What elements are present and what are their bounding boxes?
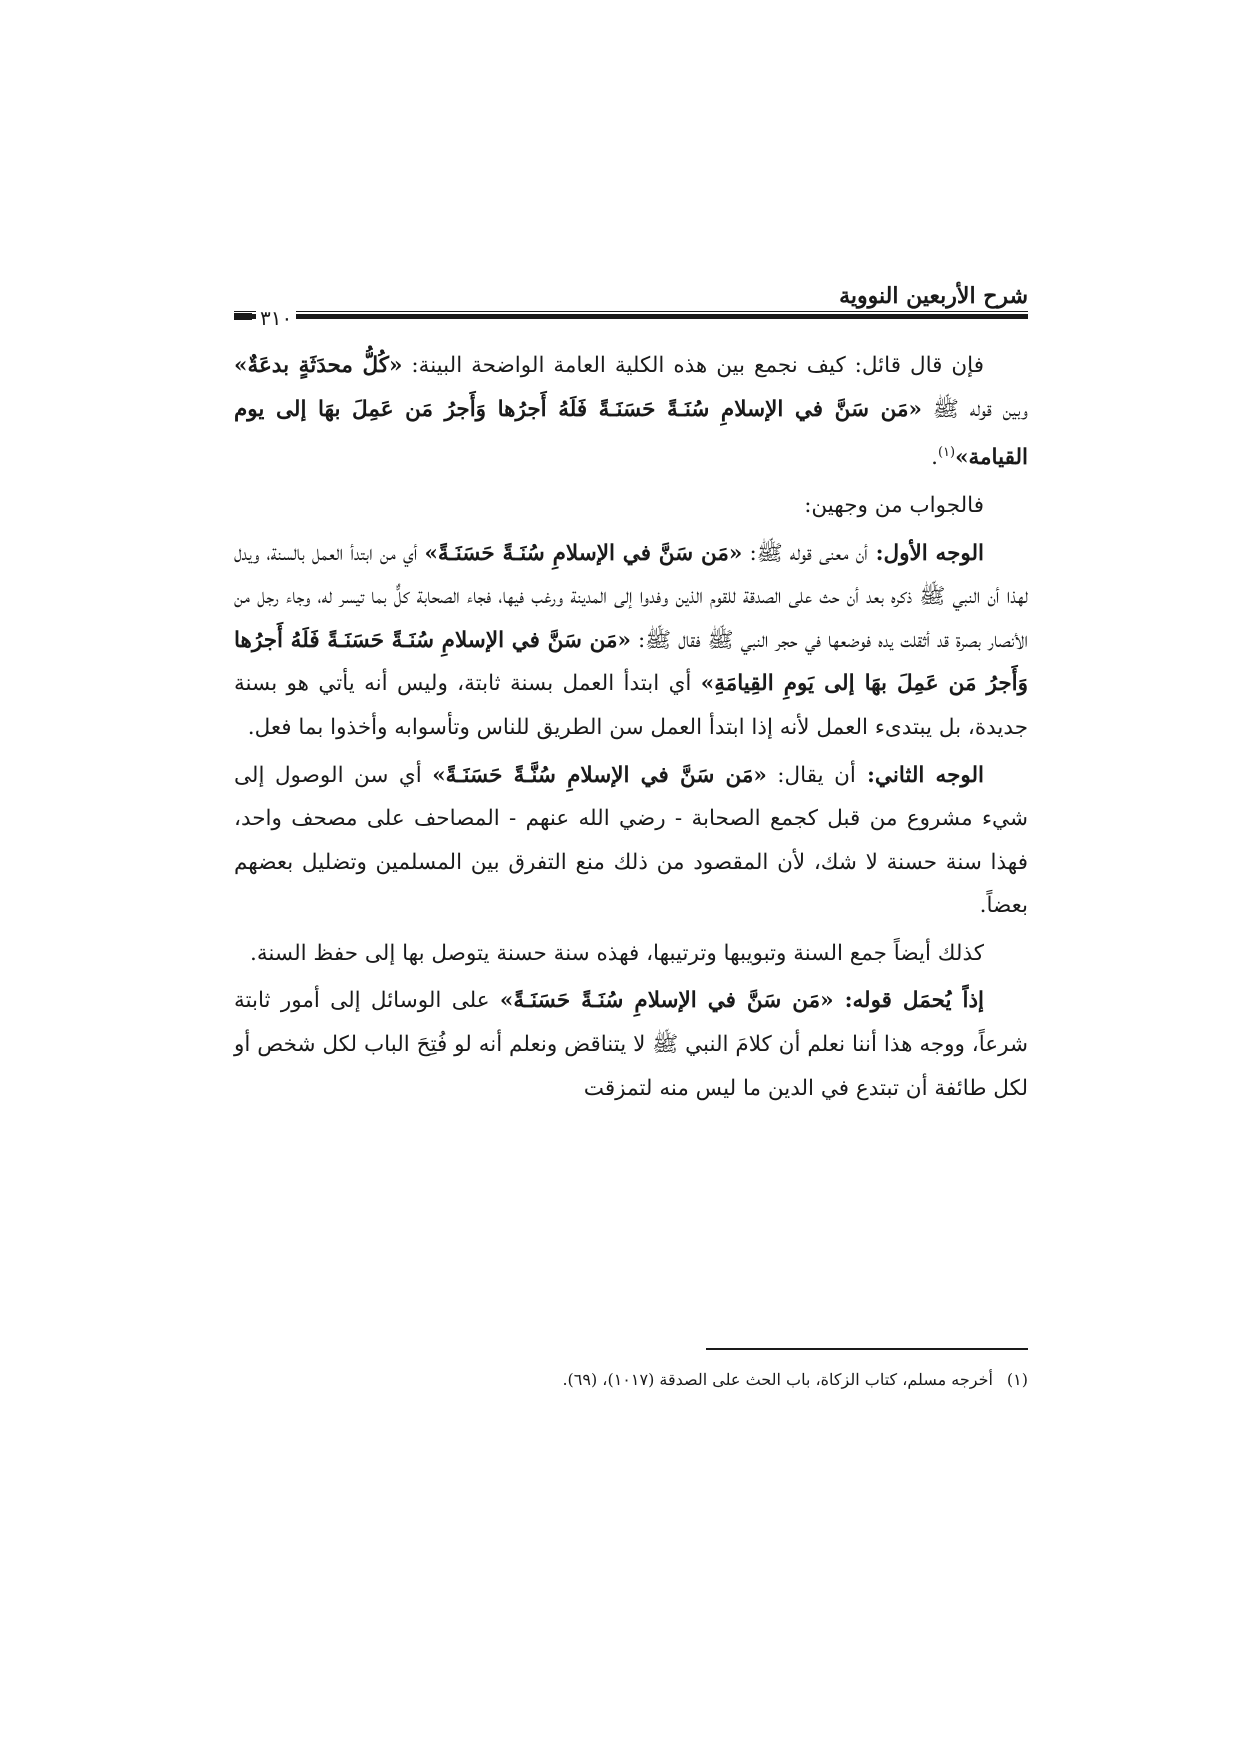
section-label: الوجه الأول:	[867, 540, 984, 566]
header-rule-end	[234, 313, 252, 320]
book-page	[234, 282, 1028, 1522]
footnote-number: (١)	[1006, 1370, 1028, 1389]
paragraph	[234, 754, 1028, 928]
paragraph-text: كذلك أيضاً جمع السنة وتبويبها وترتيبها، فهذه سنة حسنة يتوصل بها إلى حفظ السنة.	[250, 940, 984, 966]
hadith-quote: «مَن سَنَّ في الإسلامِ سُنَـةً حَسَنَـةً فَلَهُ أَجرُها وَأَجرُ مَن عَمِلَ بهَا إلى يوم القيامة»	[234, 396, 1028, 471]
header-rule-thick	[234, 314, 1028, 319]
footnote-text: أخرجه مسلم، كتاب الزكاة، باب الحث على الصدقة (١٠١٧)، (٦٩).	[562, 1370, 993, 1389]
running-title: شرح الأربعين النووية	[839, 283, 1028, 309]
paragraph	[234, 484, 1028, 528]
page-number: ٣١٠	[256, 308, 296, 328]
hadith-quote: «مَن سَنَّ في الإسلامِ سُنَـةً حَسَنَـةً»	[424, 540, 743, 566]
footnote-reference: (١)	[937, 445, 956, 461]
paragraph	[234, 532, 1028, 750]
paragraph-text: أي من ابتدأ العمل بالسنة، ويدل لهذا أن النبي ﷺ ذكره بعد أن حث على الصدقة للقوم الذين وفدوا إلى المدينة ورغب فيها، فجاء الصحابة كلٌّ بما تيسر له، وجاء رجل من الأنصار بصرة قد أثقلت يده فوضعها في حجر النبي ﷺ فقال ﷺ:	[234, 540, 1029, 653]
section-label: إذاً يُحمَل قوله:	[833, 988, 984, 1014]
main-text	[234, 344, 1028, 1110]
paragraph-text: أن يقال:	[766, 762, 856, 788]
paragraph-text: أي ابتدأ العمل بسنة ثابتة، وليس أنه يأتي هو بسنة جديدة، بل يبتدىء العمل لأنه إذا ابتدأ العمل سن الطريق للناس وتأسوابه وأخذوا بما فعل.	[234, 671, 1028, 740]
footnote	[234, 1368, 1028, 1392]
paragraph-text: فالجواب من وجهين:	[804, 492, 984, 518]
paragraph	[234, 932, 1028, 976]
hadith-quote: «مَن سَنَّ في الإسلامِ سُنَّـةً حَسَنَـةً»	[432, 762, 767, 788]
hadith-quote: «مَن سَنَّ في الإسلامِ سُنَـةً حَسَنَـةً فَلَهُ أَجرُها وَأَجرُ مَن عَمِلَ بهَا إلى يَومِ القِيامَةِ»	[234, 627, 1028, 697]
paragraph	[234, 979, 1028, 1110]
paragraph-text: أي سن الوصول إلى شيء مشروع من قبل كجمع الصحابة - رضي الله عنهم - المصاحف على مصحف واحد، فهذا سنة حسنة لا شك، لأن المقصود من ذلك منع التفرق بين المسلمين وتضليل بعضهم بعضاً.	[234, 762, 1028, 919]
paragraph-text: على الوسائل إلى أمور ثابتة شرعاً، ووجه هذا أننا نعلم أن كلامَ النبي ﷺ لا يتناقض ونعلم أنه لو فُتِحَ الباب لكل شخص أو لكل طائفة أن تبتدع في الدين ما ليس منه لتمزقت	[234, 988, 1028, 1101]
paragraph-text: أن معنى قوله ﷺ:	[742, 540, 868, 566]
hadith-quote: «كُلُّ محدَثَةٍ بدعَةٌ»	[234, 353, 403, 378]
header-rule-thin	[234, 311, 1028, 312]
paragraph	[234, 344, 1028, 480]
hadith-quote: «مَن سَنَّ في الإسلامِ سُنَـةً حَسَنَـةً»	[499, 988, 834, 1014]
page-header	[234, 282, 1028, 330]
paragraph-text: .	[931, 445, 938, 471]
footnote-separator	[706, 1348, 1028, 1350]
paragraph-text: وبين قوله ﷺ	[921, 396, 1028, 422]
paragraph-text: فإن قال قائل: كيف نجمع بين هذه الكلية العامة الواضحة البينة:	[402, 353, 984, 378]
section-label: الوجه الثاني:	[855, 762, 984, 788]
